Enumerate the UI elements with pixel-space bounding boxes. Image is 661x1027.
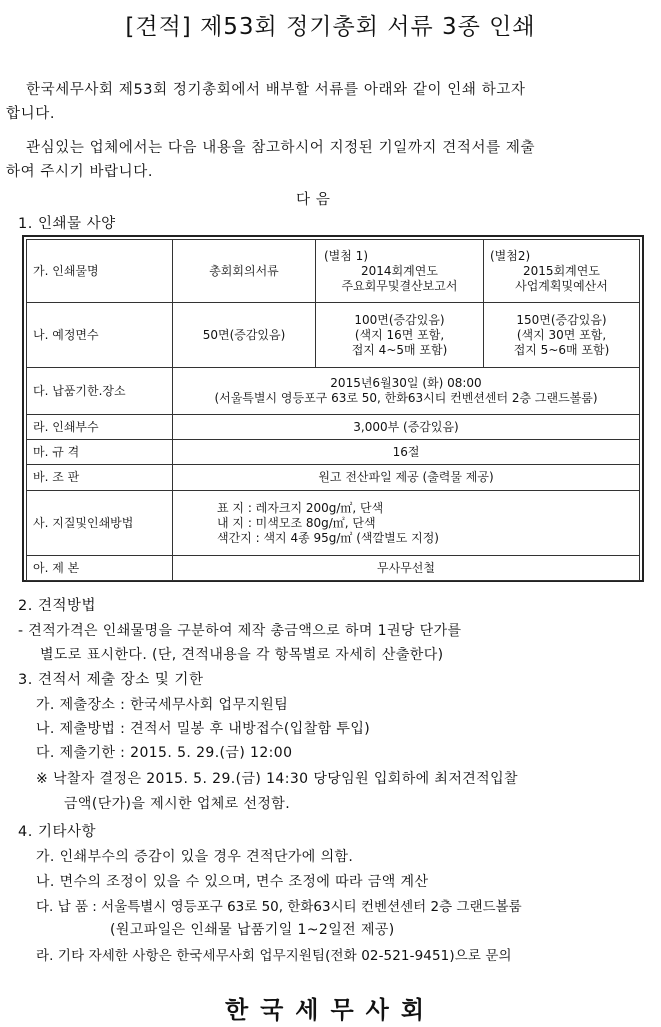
cell-line: (별첨2)	[490, 248, 531, 263]
row-label: 가. 인쇄물명	[27, 240, 173, 303]
section-3-heading: 3. 견적서 제출 장소 및 기한	[18, 672, 204, 688]
section-2-heading: 2. 견적방법	[18, 598, 96, 614]
section-4-item-1: 가. 인쇄부수의 증감이 있을 경우 견적단가에 의함.	[36, 849, 354, 865]
cell-line: (색지 16면 포함,	[354, 327, 445, 342]
section-3-note-2: 금액(단가)을 제시한 업체로 선정함.	[64, 796, 291, 812]
intro-line-2: 합니다.	[6, 106, 56, 122]
table-row	[27, 440, 640, 465]
table-row	[27, 465, 640, 491]
table-cell	[484, 303, 640, 368]
row-label: 사. 지질및인쇄방법	[27, 491, 173, 556]
cell-line: 2015회계연도	[523, 263, 600, 278]
cell-line: 2014회계연도	[361, 263, 438, 278]
cell-line: 접지 5~6매 포함)	[513, 342, 610, 357]
row-label: 마. 규 격	[27, 440, 173, 465]
cell-line: (별첨 1)	[324, 248, 368, 263]
cell-line: 접지 4~5매 포함)	[351, 342, 448, 357]
cell-line: 내 지 : 미색모조 80g/㎡, 단색	[217, 515, 376, 530]
table-cell	[173, 491, 640, 556]
table-cell	[316, 303, 484, 368]
cell-line: 150면(증감있음)	[516, 312, 607, 327]
intro-line-1: 한국세무사회 제53회 정기총회에서 배부할 서류를 아래와 같이 인쇄 하고자	[26, 82, 526, 98]
da-eum-heading: 다 음	[296, 192, 331, 208]
table-row	[27, 240, 640, 303]
table-row	[27, 556, 640, 581]
table-row	[27, 368, 640, 415]
cell-line: 표 지 : 레자크지 200g/㎡, 단색	[217, 500, 384, 515]
section-2-line-1: - 견적가격은 인쇄물명을 구분하여 제작 총금액으로 하며 1권당 단가를	[18, 623, 462, 639]
table-cell: 원고 전산파일 제공 (출력물 제공)	[173, 465, 640, 491]
section-3-item-2: 나. 제출방법 : 견적서 밀봉 후 내방접수(입찰함 투입)	[36, 721, 371, 737]
cell-line: 사업계획및예산서	[515, 278, 608, 293]
cell-line: 주요회무및결산보고서	[341, 278, 458, 293]
row-label: 아. 제 본	[27, 556, 173, 581]
cell-line: 색간지 : 색지 4종 95g/㎡ (색깔별도 지정)	[217, 530, 439, 545]
table-row	[27, 303, 640, 368]
cell-line: 2015년6월30일 (화) 08:00	[330, 376, 482, 390]
row-label: 다. 납품기한.장소	[27, 368, 173, 415]
intro-line-3: 관심있는 업체에서는 다음 내용을 참고하시어 지정된 기일까지 견적서를 제출	[26, 140, 536, 156]
spec-table	[26, 239, 640, 581]
section-3-item-3: 다. 제출기한 : 2015. 5. 29.(금) 12:00	[36, 745, 293, 761]
table-cell: 3,000부 (증감있음)	[173, 415, 640, 440]
section-4-item-3-note: (원고파일은 인쇄물 납품기일 1~2일전 제공)	[110, 922, 395, 938]
section-4-item-4: 라. 기타 자세한 사항은 한국세무사회 업무지원팀(전화 02-521-9451)으로 문의	[36, 948, 512, 964]
table-cell: 무사무선철	[173, 556, 640, 581]
table-cell: 16절	[173, 440, 640, 465]
table-row	[27, 491, 640, 556]
section-4-item-3: 다. 납 품 : 서울특별시 영등포구 63로 50, 한화63시티 컨벤션센터 2층 그랜드볼룸	[36, 899, 522, 915]
section-4-heading: 4. 기타사항	[18, 824, 96, 840]
section-4-item-2: 나. 면수의 조정이 있을 수 있으며, 면수 조정에 따라 금액 계산	[36, 874, 429, 890]
section-2-line-2: 별도로 표시한다. (단, 견적내용을 각 항목별로 자세히 산출한다)	[40, 647, 444, 663]
cell-line: 100면(증감있음)	[354, 312, 445, 327]
section-3-note-1: ※ 낙찰자 결정은 2015. 5. 29.(금) 14:30 당당임원 입회하에 최저견적입찰	[36, 771, 518, 787]
table-cell: 50면(증감있음)	[173, 303, 316, 368]
table-row	[27, 415, 640, 440]
cell-line: (서울특별시 영등포구 63로 50, 한화63시티 컨벤션센터 2층 그랜드볼룸)	[214, 391, 598, 405]
table-cell	[173, 368, 640, 415]
table-cell	[316, 240, 484, 303]
cell-line: (색지 30면 포함,	[516, 327, 607, 342]
section-3-item-1: 가. 제출장소 : 한국세무사회 업무지원팀	[36, 697, 289, 713]
table-cell: 총회회의서류	[173, 240, 316, 303]
footer-organization: 한국세무사회	[224, 995, 437, 1024]
section-1-heading: 1. 인쇄물 사양	[18, 216, 116, 232]
row-label: 바. 조 판	[27, 465, 173, 491]
row-label: 라. 인쇄부수	[27, 415, 173, 440]
intro-line-4: 하여 주시기 바랍니다.	[6, 164, 154, 180]
row-label: 나. 예정면수	[27, 303, 173, 368]
table-cell	[484, 240, 640, 303]
document-title: [견적] 제53회 정기총회 서류 3종 인쇄	[125, 14, 536, 40]
